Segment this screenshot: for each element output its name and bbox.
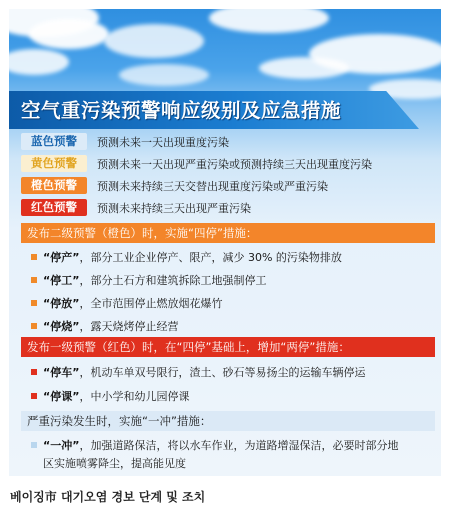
poster-title: 空气重污染预警响应级别及应急措施 — [21, 99, 342, 122]
level-badge-red: 红色预警 — [21, 199, 87, 216]
cloud-decoration — [104, 24, 204, 58]
square-bullet-icon — [31, 393, 37, 399]
level-desc-yellow: 预测未来一天出现严重污染或预测持续三天出现重度污染 — [97, 158, 372, 171]
level-row-yellow — [21, 155, 441, 172]
square-bullet-icon — [31, 369, 37, 375]
severe-section-header: 严重污染发生时，实施“一冲”措施： — [21, 411, 435, 431]
level-row-blue — [21, 133, 441, 150]
list-item: “停车”，机动车单双号限行，渣土、砂石等易扬尘的运输车辆停运 — [31, 364, 365, 380]
list-item-continuation: 区实施喷雾降尘，提高能见度 — [43, 457, 186, 470]
level-row-red — [21, 199, 441, 216]
list-item: “停放”，全市范围停止燃放烟花爆竹 — [31, 295, 222, 311]
poster — [9, 9, 441, 476]
level-row-orange — [21, 177, 441, 194]
cloud-decoration — [119, 64, 209, 86]
square-bullet-icon — [31, 300, 37, 306]
cloud-decoration — [9, 49, 69, 75]
cloud-decoration — [209, 9, 329, 33]
list-item: “停工”，部分土石方和建筑拆除工地强制停工 — [31, 272, 266, 288]
image-caption: 베이징市 대기오염 경보 단계 및 조치 — [10, 490, 206, 504]
list-item: “停产”，部分工业企业停产、限产，减少 30% 的污染物排放 — [31, 249, 342, 265]
orange-section-header: 发布二级预警（橙色）时，实施“四停”措施： — [21, 223, 435, 243]
list-item: “停烧”，露天烧烤停止经营 — [31, 318, 178, 334]
square-bullet-icon — [31, 277, 37, 283]
cloud-decoration — [259, 57, 349, 79]
list-item: “停课”，中小学和幼儿园停课 — [31, 388, 189, 404]
red-section-header: 发布一级预警（红色）时，在“四停”基础上，增加“两停”措施： — [21, 337, 435, 357]
square-bullet-icon — [31, 442, 37, 448]
list-item: “一冲”，加强道路保洁，将以水车作业，为道路增湿保洁，必要时部分地 — [31, 437, 398, 453]
level-badge-orange: 橙色预警 — [21, 177, 87, 194]
level-badge-blue: 蓝色预警 — [21, 133, 87, 150]
level-badge-yellow: 黄色预警 — [21, 155, 87, 172]
cloud-decoration — [29, 19, 109, 49]
level-desc-red: 预测未来持续三天出现严重污染 — [97, 202, 251, 215]
level-desc-orange: 预测未来持续三天交替出现重度污染或严重污染 — [97, 180, 328, 193]
square-bullet-icon — [31, 323, 37, 329]
level-desc-blue: 预测未来一天出现重度污染 — [97, 136, 229, 149]
square-bullet-icon — [31, 254, 37, 260]
